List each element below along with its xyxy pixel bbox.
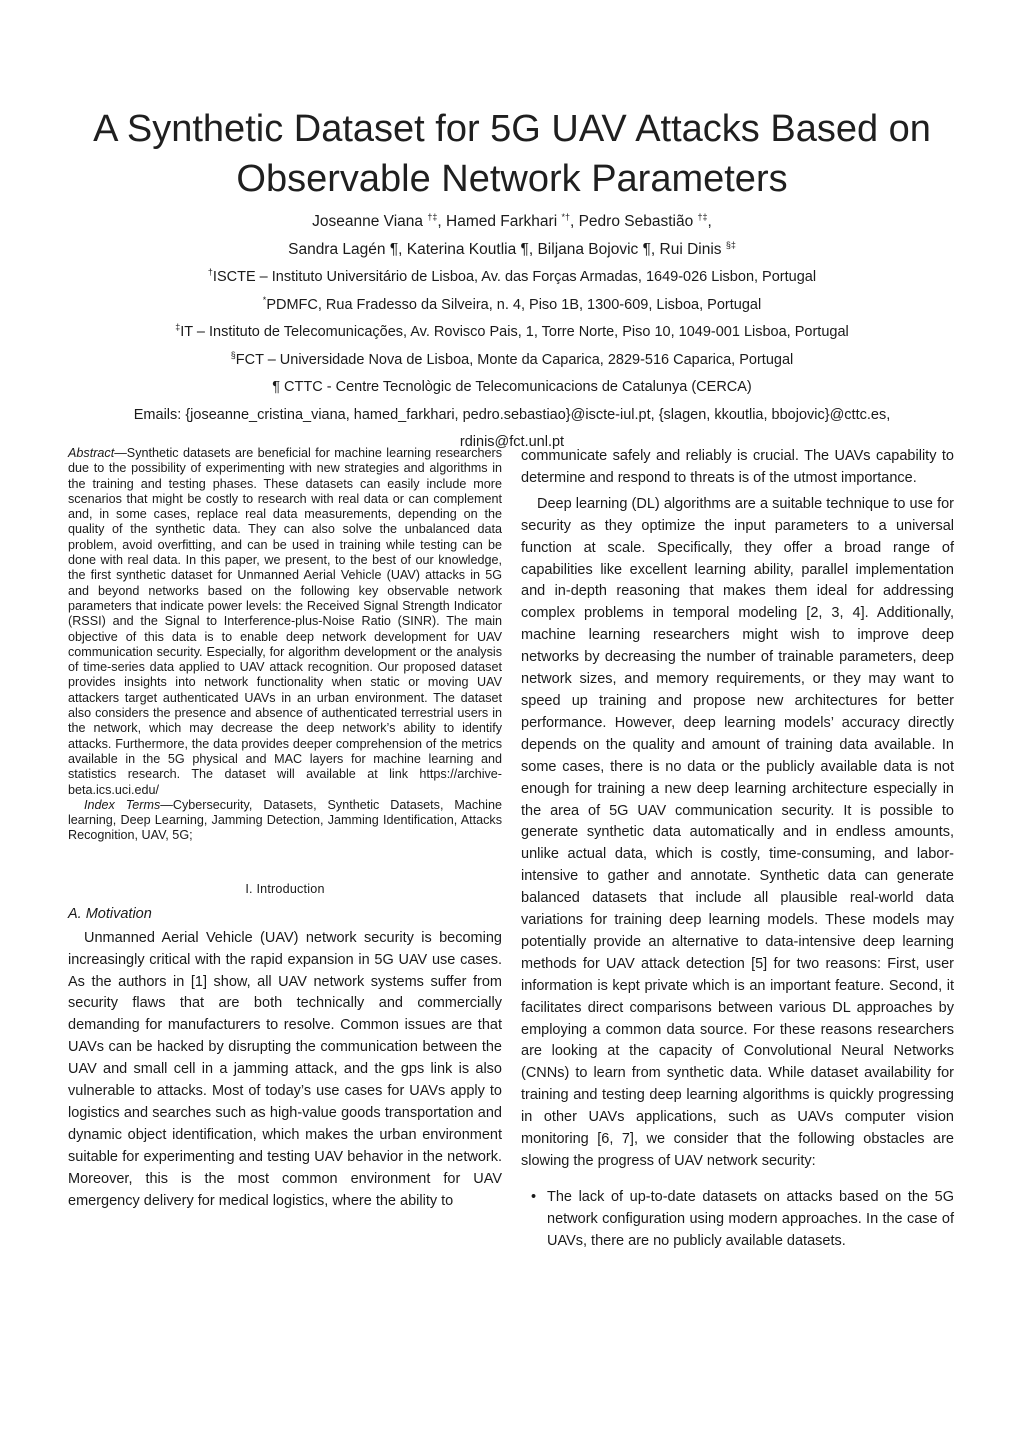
left-column	[68, 446, 502, 1213]
index-terms-label: Index Terms	[84, 797, 161, 812]
affiliation-line: *PDMFC, Rua Fradesso da Silveira, n. 4, Piso 1B, 1300-609, Lisboa, Portugal	[262, 294, 762, 313]
list-item-text: The lack of up-to-date datasets on attacks based on the 5G network configuration using modern approaches. In the case of UAVs, there are no publicly available datasets.	[547, 1188, 954, 1249]
section-heading-introduction: I. Introduction	[245, 881, 325, 896]
abstract	[68, 446, 502, 798]
affiliations	[40, 264, 984, 457]
author-name: Sandra Lagén	[288, 241, 386, 258]
emails-line-2: rdinis@fct.unl.pt	[459, 434, 565, 450]
paper-title	[40, 104, 984, 204]
emails-line-1: Emails: {joseanne_cristina_viana, hamed_farkhari, pedro.sebastiao}@iscte-iul.pt, {slagen, kkoutlia, bbojovic}@cttc.es,	[133, 406, 891, 423]
author-affil-marks: †‡	[697, 211, 708, 222]
author-affil-marks: ¶	[520, 241, 529, 258]
index-terms	[68, 798, 502, 844]
intro-paragraph-1: Unmanned Aerial Vehicle (UAV) network security is becoming increasingly critical with the rapid expansion in 5G UAV use cases. As the authors in [1] show, all UAV network systems suffer from security flaws that are both technically and commercially demanding for manufacturers to resolve. Common issues are that UAVs can be hacked by disrupting the communication between the UAV and small cell in a jamming attack, and the gps link is also vulnerable to attacks. Most of today’s use cases for UAVs apply to logistics and searches such as high-value goods transportation and dynamic object identification, which makes the urban environment suitable for experimenting and testing UAV behavior in the network. Moreover, this is the most common environment for UAV emergency delivery for medical logistics, where the ability to	[68, 929, 502, 1209]
authors-line-2: Sandra Lagén ¶, Katerina Koutlia ¶, Biljana Bojovic ¶, Rui Dinis §‡	[288, 239, 736, 258]
intro-paragraph-1-continued: communicate safely and reliably is crucial. The UAVs capability to determine and respond to threats is of the utmost importance.	[521, 448, 954, 486]
author-name: Katerina Koutlia	[406, 241, 517, 258]
title-line-1: A Synthetic Dataset for 5G UAV Attacks Based on	[93, 108, 931, 150]
subsection-heading-motivation: A. Motivation	[68, 905, 152, 922]
obstacles-list	[521, 1187, 954, 1253]
intro-paragraph-2: Deep learning (DL) algorithms are a suitable technique to use for security as they optimize the input parameters to a universal function at scale. Specifically, they offer a broad range of capabilities like excellent learning ability, parallel implementation and in-depth reasoning that makes them ideal for addressing complex problems in temporal modeling [2, 3, 4]. Additionally, machine learning researchers might wish to improve deep networks by decreasing the number of trainable parameters, deep network sizes, and memory requirements, or they may want to speed up training and propose new architectures for better performance. However, deep learning models’ accuracy directly depends on the quality and amount of training data available. In some cases, there is no data or the publicly available data is not enough for training a new deep learning architecture especially in the area of 5G UAV communication security. It is possible to generate synthetic data automatically and in endless amounts, unlike actual data, which is costly, time-consuming, and labor-intensive to gather and annotate. Synthetic data can generate balanced datasets that include all plausible real-world data variations for training deep learning models. These models may potentially provide an alternative to data-intensive deep learning methods for UAV attack detection [5] for two reasons: First, user information is kept private which is an important feature. Second, it facilitates direct comparisons between various DL approaches by employing a common data source. For these reasons researchers are looking at the capacity of Convolutional Neural Networks (CNNs) to learn from synthetic data. While dataset availability for training and testing deep learning algorithms is quickly progressing in other UAVs applications, such as UAVs computer vision monitoring [6, 7], we consider that the following obstacles are slowing the progress of UAV network security:	[521, 495, 954, 1169]
affiliation-mark: †	[207, 267, 213, 278]
author-affil-marks: ¶	[642, 241, 651, 258]
bullet-icon: •	[531, 1188, 537, 1205]
index-terms-body: —Cybersecurity, Datasets, Synthetic Datasets, Machine learning, Deep Learning, Jamming Detection, Jamming Identification, Attacks Recognition, UAV, 5G;	[68, 797, 502, 843]
affiliation-mark: *	[262, 294, 267, 305]
abstract-label: Abstract	[68, 446, 115, 460]
author-name: Pedro Sebastião	[578, 213, 694, 230]
list-item	[521, 1187, 954, 1253]
affiliation-mark: ‡	[175, 322, 181, 333]
author-name: Joseanne Viana	[312, 213, 424, 230]
author-list	[60, 208, 964, 264]
affiliation-mark: §	[230, 349, 236, 360]
author-name: Biljana Bojovic	[537, 241, 639, 258]
author-name: Rui Dinis	[659, 241, 722, 258]
right-column	[521, 446, 954, 1253]
affiliation-line: §FCT – Universidade Nova de Lisboa, Monte da Caparica, 2829-516 Caparica, Portugal	[230, 349, 794, 368]
affiliation-line: †ISCTE – Instituto Universitário de Lisboa, Av. das Forças Armadas, 1649-026 Lisbon, Portugal	[207, 267, 817, 285]
authors-line-1: Joseanne Viana †‡, Hamed Farkhari *†, Pedro Sebastião †‡,	[312, 211, 712, 230]
author-affil-marks: §‡	[725, 239, 736, 250]
author-name: Hamed Farkhari	[446, 213, 558, 230]
author-affil-marks: †‡	[427, 211, 438, 222]
title-line-2: Observable Network Parameters	[236, 158, 788, 200]
affiliation-line: ¶ CTTC - Centre Tecnològic de Telecomunicacions de Catalunya (CERCA)	[272, 379, 752, 395]
author-affil-marks: ¶	[389, 241, 399, 258]
affiliation-line: ‡IT – Instituto de Telecomunicações, Av. Rovisco Pais, 1, Torre Norte, Piso 10, 1049-001 Lisboa, Portugal	[175, 322, 849, 340]
abstract-body: —Synthetic datasets are beneficial for machine learning researchers due to the possibility of experimenting with new strategies and algorithms in the training and testing phases. These datasets can easily include more scenarios that might be costly to research with real data or can complement and, in some cases, replace real data measurements, depending on the quality of the synthetic data. They can also solve the unbalanced data problem, avoid overfitting, and can be used in training while testing can be done with real data. In this paper, we present, to the best of our knowledge, the first synthetic dataset for Unmanned Aerial Vehicle (UAV) attacks in 5G and beyond networks based on the following key observable network parameters that indicate power levels: the Received Signal Strength Indicator (RSSI) and the Signal to Interference-plus-Noise Ratio (SINR). The main objective of this data is to enable deep network development for UAV communication security. Especially, for algorithm development or the analysis of time-series data applied to UAV attack recognition. Our proposed dataset provides insights into network functionality when static or moving UAV attackers target authenticated UAVs in an urban environment. The dataset also considers the presence and absence of authenticated terrestrial users in the network, which may decrease the deep network’s ability to identify attacks. Furthermore, the data provides deeper comprehension of the metrics available in the 5G physical and MAC layers for machine learning and statistics research. The dataset will available at link https://archive-beta.ics.uci.edu/	[68, 446, 502, 797]
author-affil-marks: *†	[561, 211, 570, 222]
affiliation-mark: ¶	[272, 379, 281, 395]
